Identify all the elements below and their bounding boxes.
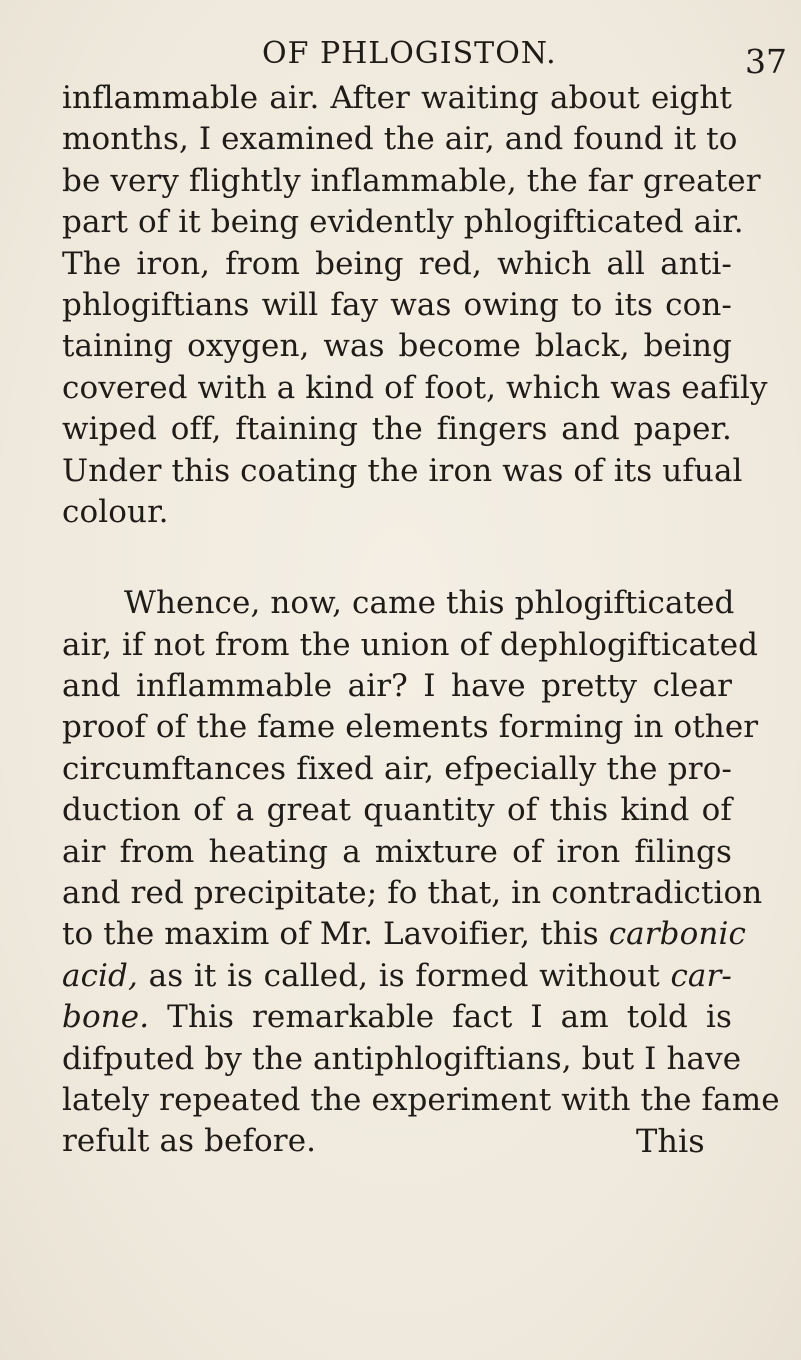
- body-text: [62, 78, 780, 1163]
- text-line: refult as before.: [62, 1123, 317, 1160]
- paragraph-2: [62, 583, 780, 1162]
- italic-term: bone.: [62, 999, 150, 1036]
- text-span: This remarkable fact I am told is: [167, 999, 732, 1036]
- text-line: duction of a great quantity of this kind of: [62, 792, 732, 829]
- text-line: months, I examined the air, and found it to: [62, 121, 738, 158]
- text-line: [62, 914, 746, 955]
- text-line: phlogiftians will fay was owing to its con-: [62, 286, 732, 323]
- text-line: be very flightly inflammable, the far greater: [62, 162, 761, 199]
- text-line: part of it being evidently phlogifticated air.: [62, 204, 744, 241]
- text-line: proof of the fame elements forming in other: [62, 709, 759, 746]
- text-line: and red precipitate; fo that, in contradiction: [62, 875, 763, 912]
- catchword: This: [636, 1122, 705, 1160]
- text-line: Under this coating the iron was of its ufual: [62, 452, 743, 489]
- paragraph-gap: [62, 533, 732, 583]
- text-line: circumftances fixed air, efpecially the pro-: [62, 750, 732, 787]
- text-line: lately repeated the experiment with the fame: [62, 1081, 780, 1118]
- italic-term: car-: [670, 957, 732, 994]
- text-line: colour.: [62, 493, 169, 530]
- text-line: inflammable air. After waiting about eight: [62, 80, 732, 116]
- text-line: air, if not from the union of dephlogifticated: [62, 626, 759, 663]
- text-line: air from heating a mixture of iron filings: [62, 833, 732, 870]
- text-line: difputed by the antiphlogiftians, but I have: [62, 1040, 742, 1077]
- text-line: wiped off, ftaining the fingers and paper.: [62, 411, 732, 448]
- text-line: Whence, now, came this phlogifticated: [124, 585, 735, 622]
- text-line: taining oxygen, was become black, being: [62, 328, 732, 365]
- text-line: [62, 956, 732, 997]
- paragraph-1: [62, 78, 768, 533]
- text-line: The iron, from being red, which all anti-: [62, 245, 732, 282]
- italic-term: carbonic: [608, 916, 746, 953]
- italic-term: acid,: [62, 957, 138, 994]
- text-line: covered with a kind of foot, which was eafily: [62, 369, 768, 406]
- text-line: [62, 997, 732, 1038]
- running-head: OF PHLOGISTON.: [262, 36, 557, 71]
- text-span: as it is called, is formed without: [148, 957, 660, 994]
- text-span: to the maxim of Mr. Lavoifier, this: [62, 916, 599, 953]
- text-line: and inflammable air? I have pretty clear: [62, 668, 732, 705]
- page-number: 37: [745, 42, 787, 81]
